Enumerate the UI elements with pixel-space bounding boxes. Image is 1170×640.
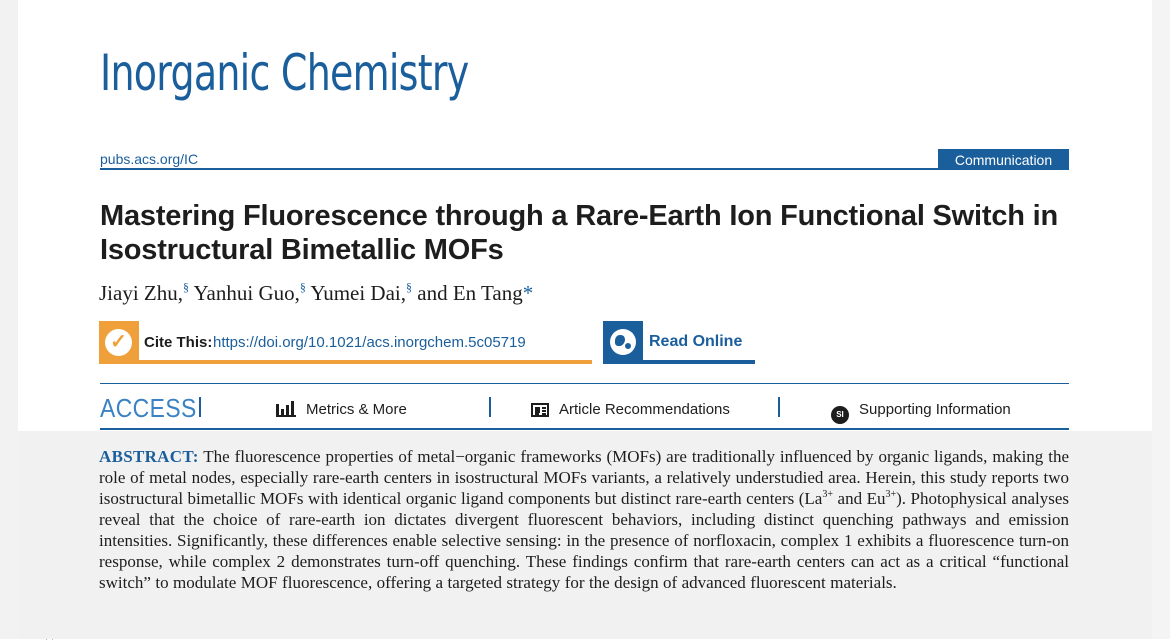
read-online-button[interactable] bbox=[603, 321, 755, 364]
doi-link[interactable]: https://doi.org/10.1021/acs.inorgchem.5c05719 bbox=[213, 334, 526, 351]
article-type-badge: Communication bbox=[938, 149, 1069, 170]
author-list bbox=[99, 280, 533, 306]
read-online-label: Read Online bbox=[649, 333, 742, 351]
abstract-text bbox=[99, 446, 1069, 593]
author-affiliation-mark: § bbox=[300, 280, 306, 294]
page-left-edge bbox=[0, 0, 18, 639]
abstract-part-1: The fluorescence properties of metal−organic frameworks (MOFs) are traditionally influenced by organic ligands, making the role of metal nodes, especially rare-earth centers in isostructural MOFs variants, a relatively understudied area. Herein, this study reports two isostructural bimetallic MOFs with identical organic ligand components but distinct rare-earth centers (La bbox=[99, 447, 1069, 508]
access-separator bbox=[199, 397, 201, 417]
metrics-more-label: Metrics & More bbox=[306, 401, 407, 418]
globe-icon bbox=[610, 329, 636, 355]
author-affiliation-mark: § bbox=[183, 280, 189, 294]
abstract-part-2: and Eu bbox=[833, 489, 885, 508]
author-name[interactable]: and En Tang bbox=[417, 281, 522, 305]
article-title: Mastering Fluorescence through a Rare-Earth Ion Functional Switch in Isostructural Bimetallic MOFs bbox=[100, 199, 1090, 267]
access-separator bbox=[489, 397, 491, 417]
access-separator bbox=[778, 397, 780, 417]
corresponding-author-mark: * bbox=[523, 281, 534, 305]
access-bar-top-rule bbox=[100, 383, 1069, 384]
journal-url[interactable]: pubs.acs.org/IC bbox=[100, 151, 198, 167]
author-name[interactable]: Yanhui Guo, bbox=[193, 281, 299, 305]
metrics-more-link[interactable] bbox=[276, 401, 407, 418]
abstract-label: ABSTRACT: bbox=[99, 447, 199, 466]
header-rule bbox=[100, 168, 1069, 170]
checkmark-icon: ✓ bbox=[105, 329, 132, 356]
author-name[interactable]: Jiayi Zhu, bbox=[99, 281, 183, 305]
newspaper-icon bbox=[531, 403, 549, 417]
abstract-part-3: ). Photophysical analyses reveal that the choice of rare-earth ion dictates divergent fluorescent behaviors, including distinct quenching pathways and emission intensities. Significantly, these differences enable selective sensing: in the presence of norfloxacin, complex 1 exhibits a fluorescence turn-on response, while complex 2 demonstrates turn-off quenching. These findings confirm that rare-earth centers can act as a critical “functional switch” to modulate MOF fluorescence, offering a targeted strategy for the design of advanced fluorescent materials. bbox=[99, 489, 1069, 592]
access-label: ACCESS bbox=[100, 393, 197, 424]
author-affiliation-mark: § bbox=[406, 280, 412, 294]
author-name[interactable]: Yumei Dai, bbox=[310, 281, 406, 305]
cite-this-box bbox=[99, 321, 592, 364]
abstract-superscript: 3+ bbox=[822, 489, 833, 500]
cite-icon-box bbox=[99, 321, 139, 364]
supporting-information-label: Supporting Information bbox=[859, 401, 1011, 418]
page-right-edge bbox=[1152, 0, 1170, 639]
si-icon: SI bbox=[831, 406, 849, 424]
access-bar-bottom-rule bbox=[100, 428, 1069, 430]
supporting-information-link[interactable] bbox=[831, 401, 1011, 424]
article-recommendations-label: Article Recommendations bbox=[559, 401, 730, 418]
read-online-underline bbox=[643, 360, 755, 364]
bar-chart-icon bbox=[276, 401, 296, 417]
article-recommendations-link[interactable] bbox=[531, 401, 730, 418]
journal-logo: Inorganic Chemistry bbox=[100, 44, 468, 102]
cite-underline bbox=[139, 360, 592, 364]
read-online-icon-box bbox=[603, 321, 643, 364]
abstract-superscript: 3+ bbox=[885, 489, 896, 500]
cite-label: Cite This: bbox=[144, 334, 212, 351]
